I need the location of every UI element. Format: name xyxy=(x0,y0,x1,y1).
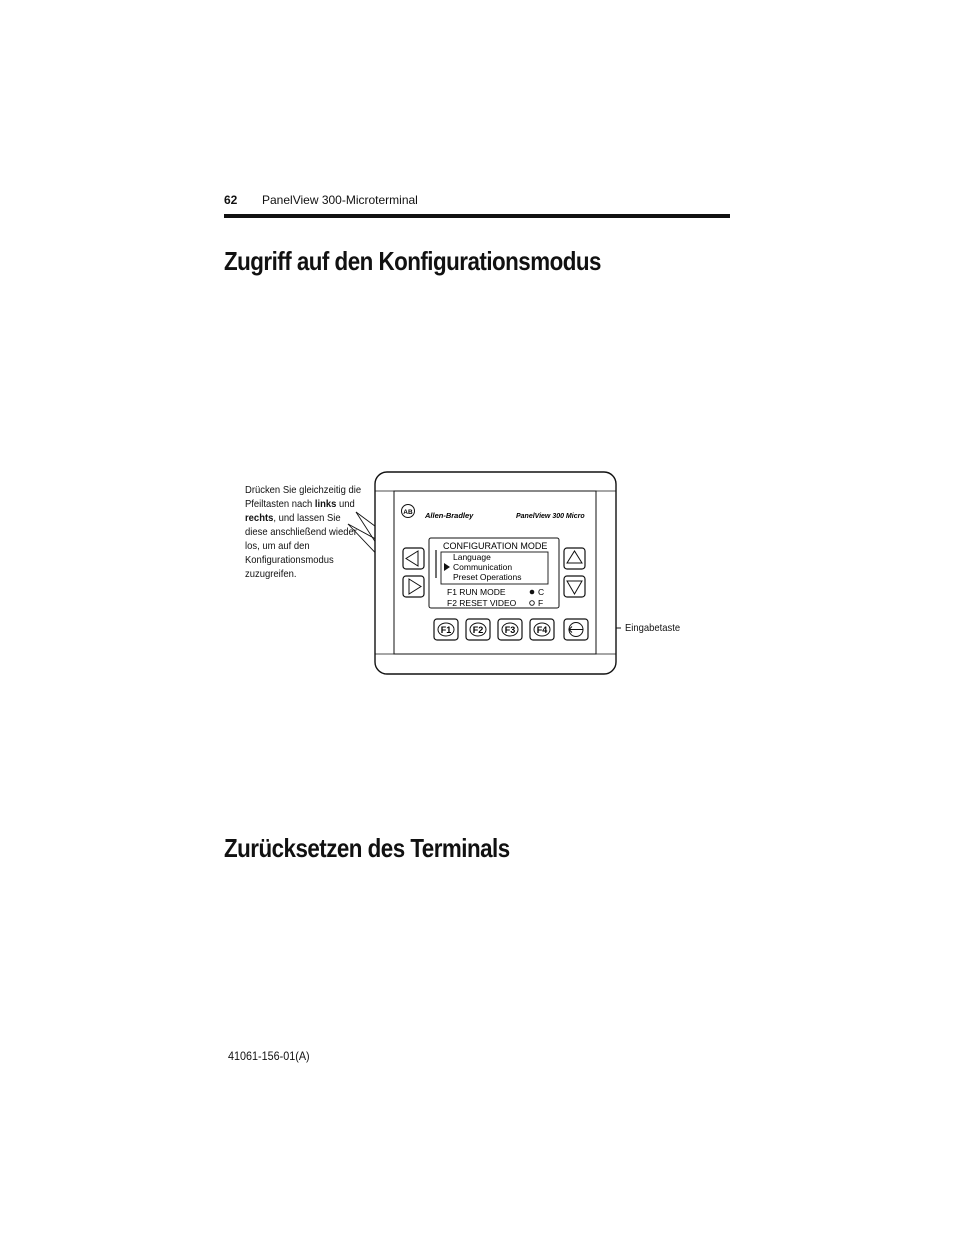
page-number: 62 xyxy=(224,193,238,207)
f4-key[interactable] xyxy=(530,619,554,640)
f2-key[interactable] xyxy=(466,619,490,640)
svg-text:F3: F3 xyxy=(504,625,516,635)
display-f1-line: F1 RUN MODE xyxy=(447,587,506,597)
right-arrow-key[interactable] xyxy=(403,576,424,597)
figure-id: 41061-156-01(A) xyxy=(228,1049,310,1063)
up-arrow-key[interactable] xyxy=(564,548,585,569)
callout-text: Drücken Sie gleichzeitig die Pfeiltasten nach links und rechts, und lassen Sie diese anschließend wieder los, um auf den Konfigurationsmodus zuzugreifen. xyxy=(245,484,362,580)
svg-text:F4: F4 xyxy=(536,625,548,635)
brand-name: Allen-Bradley xyxy=(425,511,474,520)
section-heading-configuration: Zugriff auf den Konfigurationsmodus xyxy=(224,246,601,276)
running-header: PanelView 300-Microterminal xyxy=(262,193,418,207)
svg-text:F2: F2 xyxy=(472,625,484,635)
menu-item-language: Language xyxy=(453,552,491,562)
enter-key-label: Eingabetaste xyxy=(625,622,681,634)
ab-logo xyxy=(402,505,415,518)
display-title: CONFIGURATION MODE xyxy=(443,541,548,551)
svg-text:F1: F1 xyxy=(440,625,452,635)
model-name: PanelView 300 Micro xyxy=(516,513,585,520)
enter-key[interactable] xyxy=(564,619,588,640)
indicator-c: C xyxy=(538,587,545,597)
f1-key[interactable] xyxy=(434,619,458,640)
svg-text:AB: AB xyxy=(403,509,413,516)
indicator-filled-icon xyxy=(530,590,535,595)
left-arrow-key[interactable] xyxy=(403,548,424,569)
menu-item-communication: Communication xyxy=(453,562,513,572)
display-f2-line: F2 RESET VIDEO xyxy=(447,598,517,608)
indicator-empty-icon xyxy=(530,601,535,606)
menu-item-preset: Preset Operations xyxy=(453,572,522,582)
indicator-f: F xyxy=(538,598,544,608)
down-arrow-key[interactable] xyxy=(564,576,585,597)
section-heading-reset: Zurücksetzen des Terminals xyxy=(224,833,510,863)
f3-key[interactable] xyxy=(498,619,522,640)
